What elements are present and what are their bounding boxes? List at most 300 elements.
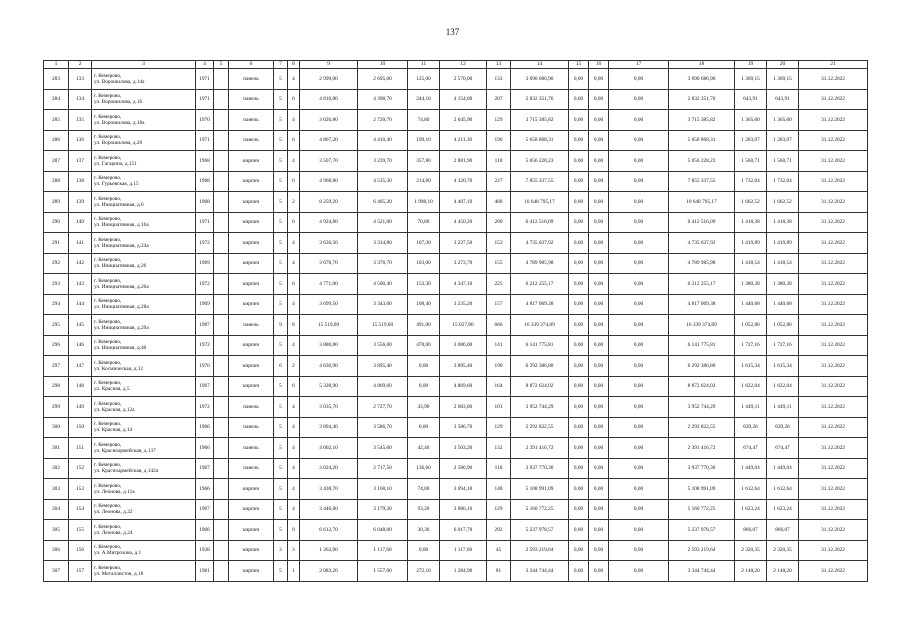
table-cell: 5 [274,499,288,520]
table-cell: 5 [274,438,288,459]
table-cell: 0,00 [408,356,440,377]
table-cell: 1 998,10 [408,192,440,213]
table-cell: 1 263,00 [300,540,358,561]
table-cell: 31.12.2022 [799,110,868,131]
table-cell: 3 [274,540,288,561]
table-cell: 74,80 [408,110,440,131]
table-cell: 3 699,50 [300,294,358,315]
table-cell: 1 117,60 [358,540,408,561]
table-cell: 0,00 [589,110,609,131]
table-cell: 31.12.2022 [799,417,868,438]
table-cell: 3 273,70 [440,253,487,274]
table-cell: 0,00 [589,171,609,192]
table-cell: 1 440,68 [735,294,767,315]
table-cell: 3 880,80 [300,335,358,356]
table-cell: 141 [69,233,92,254]
table-cell: 6 212 255,17 [511,274,569,295]
table-cell: 133 [487,69,511,90]
table-cell: 43,90 [408,397,440,418]
table-cell: кирпич [229,192,274,213]
table-cell: 42,40 [408,438,440,459]
table-cell: 3 446,60 [300,499,358,520]
table-cell: 1 822,04 [767,376,799,397]
table-row [44,458,868,479]
table-cell: 200 [487,212,511,233]
table-cell: 0,00 [609,479,669,500]
table-cell: 1 283,07 [767,130,799,151]
table-cell: 155 [69,520,92,541]
table-cell: 2 593 219,64 [511,540,569,561]
table-cell: 1969 [196,253,214,274]
table-cell: 4 [288,499,300,520]
table-cell: 4 347,10 [440,274,487,295]
table-cell: 2 570,00 [440,69,487,90]
table-cell: 3 556,00 [358,335,408,356]
table-cell: 666 [487,315,511,336]
housing-register-table [43,60,868,582]
table-cell: 2 593 219,64 [669,540,735,561]
table-cell: панель [229,110,274,131]
table-cell: 5 [274,479,288,500]
table-cell: 303 [44,479,69,500]
table-cell: 1 662,52 [767,192,799,213]
table-cell: кирпич [229,520,274,541]
table-cell: 0,00 [589,233,609,254]
table-cell: 357,80 [408,151,440,172]
table-cell: 0,00 [589,376,609,397]
table-cell: 196 [487,130,511,151]
table-cell: 1 418,38 [767,212,799,233]
table-cell: 0,00 [609,397,669,418]
table-cell: 16 339 374,89 [669,315,735,336]
table-cell: 3 586,70 [440,417,487,438]
table-cell: 1 284,90 [440,561,487,582]
table-cell: 1968 [196,171,214,192]
table-cell: 0,00 [569,376,589,397]
table-cell: 0,00 [589,479,609,500]
table-cell: 0,00 [569,458,589,479]
table-cell: 5 [274,397,288,418]
address-cell: г. Кемерово, ул. Леонова, д.22 [92,499,196,520]
table-row [44,130,868,151]
table-cell: 5 328,90 [300,376,358,397]
table-cell: 300 [44,417,69,438]
table-cell: 1968 [196,151,214,172]
table-cell: 4 450,20 [440,212,487,233]
column-header-3: 3 [92,61,196,69]
table-cell: кирпич [229,561,274,582]
table-cell: 0,00 [589,294,609,315]
table-cell: 154 [69,499,92,520]
table-cell: 110 [487,458,511,479]
table-cell: 5 [274,458,288,479]
table-cell: 31.12.2022 [799,376,868,397]
table-cell: 164 [487,376,511,397]
table-cell: 101 [487,397,511,418]
table-cell: 0,00 [589,438,609,459]
table-cell: 1971 [196,89,214,110]
address-cell: г. Кемерово, ул. Красная, д.12а [92,397,196,418]
table-cell: 0,00 [609,233,669,254]
table-cell: 3 690 686,90 [669,69,735,90]
table-cell: кирпич [229,274,274,295]
column-number-row [44,61,868,69]
table-cell: 1 449,04 [735,458,767,479]
table-cell: 6 292 386,80 [511,356,569,377]
table-cell: кирпич [229,335,274,356]
table-cell: 4 735 037,92 [669,233,735,254]
table-body [44,69,868,582]
table-cell [214,274,229,295]
table-cell: 4 [288,397,300,418]
table-cell: 0,00 [589,151,609,172]
table-cell: 5 056 228,23 [669,151,735,172]
table-cell: 138 [69,171,92,192]
table-cell [214,212,229,233]
address-cell: г. Кемерово, ул. Леонова, д.24 [92,520,196,541]
table-cell: 31.12.2022 [799,130,868,151]
table-cell: 9 [274,315,288,336]
table-cell: 272,10 [408,561,440,582]
table-cell: 1970 [196,356,214,377]
table-cell: 6 [288,130,300,151]
table-cell: 74,00 [408,479,440,500]
table-cell: 1 419,89 [735,233,767,254]
table-cell: 0,00 [609,417,669,438]
table-cell: 3 227,50 [440,233,487,254]
table-cell: 6 [288,376,300,397]
table-cell: 1972 [196,233,214,254]
table-cell: 4 407,10 [440,192,487,213]
table-cell: 0,00 [609,335,669,356]
table-cell: 5 [274,294,288,315]
table-cell: 6 412 516,09 [511,212,569,233]
table-cell: 15 519,00 [300,315,358,336]
table-cell: 5 [274,110,288,131]
table-cell: 31.12.2022 [799,151,868,172]
table-cell: 5 [274,212,288,233]
table-cell: 8 872 624,02 [669,376,735,397]
table-cell: 31.12.2022 [799,233,868,254]
table-cell: 151 [69,438,92,459]
column-header-6: 6 [229,61,274,69]
column-header-20: 20 [767,61,799,69]
table-cell: 5 [274,417,288,438]
table-cell: 10 648 795,17 [511,192,569,213]
table-row [44,376,868,397]
table-cell: 3 636,50 [300,233,358,254]
table-cell: 31.12.2022 [799,561,868,582]
table-cell: 31.12.2022 [799,212,868,233]
table-cell: 295 [44,315,69,336]
table-row [44,274,868,295]
table-cell: 0,00 [569,110,589,131]
table-cell: 153 [69,479,92,500]
table-cell: 2 683,80 [440,397,487,418]
table-cell: 1 727,16 [735,335,767,356]
table-cell: 1971 [196,212,214,233]
table-cell: панель [229,315,274,336]
table-cell: 2 320,35 [767,540,799,561]
table-cell: 157 [487,294,511,315]
table-cell: 0,00 [569,540,589,561]
table-cell: 0,00 [569,130,589,151]
address-cell: г. Кемерово, ул. Ворошилова, д.18а [92,110,196,131]
table-cell: панель [229,417,274,438]
table-cell: 4 500,40 [358,274,408,295]
table-cell: 0,00 [408,540,440,561]
table-cell: 5 [274,89,288,110]
table-cell: 1 560,71 [735,151,767,172]
table-cell: 296 [44,335,69,356]
table-cell: 1 117,60 [440,540,487,561]
table-cell: 0,00 [569,233,589,254]
table-cell: 286 [44,130,69,151]
table-cell: 283 [44,69,69,90]
table-cell: 125,00 [408,69,440,90]
table-cell: 3 895,40 [358,356,408,377]
table-cell: 674,47 [767,438,799,459]
table-cell: 0,00 [569,417,589,438]
table-cell: 5 [274,561,288,582]
table-cell [214,294,229,315]
table-cell: 4 771,00 [300,274,358,295]
address-cell: г. Кемерово, ул. Красная, д.14 [92,417,196,438]
table-cell: 4 924,80 [300,212,358,233]
table-cell: 5 658 868,31 [669,130,735,151]
table-row [44,294,868,315]
table-cell: кирпич [229,253,274,274]
table-cell: 10 648 795,17 [669,192,735,213]
table-cell: 31.12.2022 [799,458,868,479]
table-row [44,397,868,418]
table-cell: 31.12.2022 [799,540,868,561]
table-cell: 0,00 [589,274,609,295]
table-cell: 103,00 [408,253,440,274]
table-cell: 2 832 351,76 [669,89,735,110]
table-cell: 5 160 772,25 [511,499,569,520]
table-cell: 4 630,90 [300,356,358,377]
table-cell: 491,00 [408,315,440,336]
address-cell: г. Кемерово, ул. Инициативная, д.40 [92,335,196,356]
table-cell: 3 179,30 [358,499,408,520]
table-cell [214,130,229,151]
table-cell: 0,00 [609,376,669,397]
table-cell: 31.12.2022 [799,171,868,192]
table-cell: 639,26 [767,417,799,438]
address-cell: г. Кемерово, ул. Гурьевская, д.15 [92,171,196,192]
table-cell: 3 715 385,82 [669,110,735,131]
table-cell: 5 237 978,57 [511,520,569,541]
table-cell: 8 872 624,02 [511,376,569,397]
table-cell: 2 391 416,72 [669,438,735,459]
column-header-19: 19 [735,61,767,69]
table-cell: 4 867,20 [300,130,358,151]
table-cell: 199,10 [408,130,440,151]
column-header-16: 16 [589,61,609,69]
address-cell: г. Кемерово, ул. Леонова, д.11а [92,479,196,500]
table-cell: 81 [487,561,511,582]
table-cell: 4 002,10 [300,438,358,459]
table-cell: 156 [69,540,92,561]
table-cell: 5 108 991,09 [511,479,569,500]
table-cell: 145 [69,315,92,336]
table-cell: 135 [69,110,92,131]
table-cell: 31.12.2022 [799,253,868,274]
table-cell: 1 052,86 [767,315,799,336]
table-cell: 3 545,60 [358,438,408,459]
table-row [44,110,868,131]
table-cell: 0,00 [609,151,669,172]
table-cell: кирпич [229,376,274,397]
table-cell: 1 283,07 [735,130,767,151]
table-cell: 8 [288,315,300,336]
table-cell: 137 [69,151,92,172]
table-row [44,212,868,233]
table-cell: 2 695,00 [358,69,408,90]
table-cell: 0,00 [609,192,669,213]
table-cell: 1 612,64 [735,479,767,500]
address-cell: г. Кемерово, ул. Ворошилова, д.20 [92,130,196,151]
table-cell: 2 832 351,76 [511,89,569,110]
table-cell: 1966 [196,479,214,500]
table-cell: 1 732,04 [767,171,799,192]
table-cell: 1970 [196,110,214,131]
table-cell [214,376,229,397]
table-cell: 307 [44,561,69,582]
table-cell: 1 732,04 [735,171,767,192]
table-cell: 5 [274,171,288,192]
table-cell: 4 [288,253,300,274]
table-cell [214,458,229,479]
table-cell: 7 855 337,55 [511,171,569,192]
table-cell: 1 [288,561,300,582]
table-cell: 1967 [196,499,214,520]
table-cell: 153 [487,233,511,254]
table-cell: 3 086,00 [440,335,487,356]
table-cell: 4 [288,438,300,459]
table-cell: 4 398,70 [358,89,408,110]
table-cell: 1972 [196,335,214,356]
table-cell: 5 [274,376,288,397]
table-row [44,151,868,172]
table-cell: 0,00 [609,438,669,459]
table-cell: 6 [274,356,288,377]
address-cell: г. Кемерово, ул. Металлистов, д.18 [92,561,196,582]
table-cell: 3 334,80 [358,233,408,254]
table-cell: 3 894,40 [300,417,358,438]
column-header-12: 12 [440,61,487,69]
table-cell: 0,00 [609,294,669,315]
table-row [44,540,868,561]
table-cell: 4 735 037,92 [511,233,569,254]
page-number: 137 [445,27,460,37]
table-cell [214,479,229,500]
table-cell: 31.12.2022 [799,356,868,377]
table-cell: 0,00 [609,110,669,131]
address-cell: г. Кемерово, ул. Инициативная, д.29а [92,315,196,336]
table-cell: 0,00 [589,89,609,110]
table-cell: 1 419,89 [767,233,799,254]
address-cell: г. Кемерово, ул. Инициативная, д.6 [92,192,196,213]
table-cell [214,417,229,438]
table-cell: 285 [44,110,69,131]
table-cell: 3 715 385,82 [511,110,569,131]
table-cell: 5 [274,151,288,172]
table-cell: 15 519,00 [358,315,408,336]
table-cell: 289 [44,192,69,213]
table-cell: 1972 [196,274,214,295]
table-cell: 1971 [196,130,214,151]
table-row [44,89,868,110]
table-cell: 31.12.2022 [799,192,868,213]
table-cell: 1966 [196,520,214,541]
table-cell: 4 869,60 [440,376,487,397]
table-cell: 0,00 [569,335,589,356]
table-cell: 5 108 991,09 [669,479,735,500]
table-cell: 190 [487,356,511,377]
table-cell: 4 789 985,98 [511,253,569,274]
table-cell: 0,00 [569,397,589,418]
table-cell: 4 817 069,38 [669,294,735,315]
table-cell: 108,40 [408,294,440,315]
table-cell: 8 [288,520,300,541]
table-cell: 3 937 770,30 [669,458,735,479]
table-cell: 0,00 [609,458,669,479]
table-cell: 3 094,10 [440,479,487,500]
table-cell: 284 [44,89,69,110]
address-cell: г. Кемерово, ул. Инициативная, д.26 [92,253,196,274]
table-cell: 31.12.2022 [799,479,868,500]
table-cell: 1 380,38 [735,274,767,295]
address-cell: г. Кемерово, ул. Ворошилова, д.14а [92,69,196,90]
table-cell: 147 [69,356,92,377]
table-cell: 1 449,11 [735,397,767,418]
table-cell: 31.12.2022 [799,89,868,110]
table-cell: 0,00 [609,561,669,582]
table-cell: 1 623,24 [767,499,799,520]
table-cell: 2 717,50 [358,458,408,479]
table-cell: 304 [44,499,69,520]
table-cell: 643,91 [735,89,767,110]
table-cell: 1 623,24 [735,499,767,520]
table-cell [214,151,229,172]
table-cell: 31.12.2022 [799,520,868,541]
table-cell: 1967 [196,458,214,479]
table-cell [214,315,229,336]
address-cell: г. Кемерово, ул. Красноармейская, д.142а [92,458,196,479]
table-cell: 0,00 [609,212,669,233]
column-header-17: 17 [609,61,669,69]
table-cell: 136,60 [408,458,440,479]
table-cell: 31.12.2022 [799,274,868,295]
table-cell: 140 [69,212,92,233]
table-cell: 0,00 [569,89,589,110]
table-cell: 2 083,20 [300,561,358,582]
table-row [44,233,868,254]
table-cell: 4 817 069,38 [511,294,569,315]
table-cell: 225 [487,274,511,295]
table-cell: 5 160 772,25 [669,499,735,520]
table-cell [214,540,229,561]
table-cell: 292 [487,520,511,541]
table-cell: 0,00 [609,315,669,336]
table-cell: 2 292 822,55 [669,417,735,438]
table-cell: 3 952 744,29 [669,397,735,418]
table-cell: 93,20 [408,499,440,520]
table-cell: 4 [288,294,300,315]
table-cell: 4 154,60 [440,89,487,110]
